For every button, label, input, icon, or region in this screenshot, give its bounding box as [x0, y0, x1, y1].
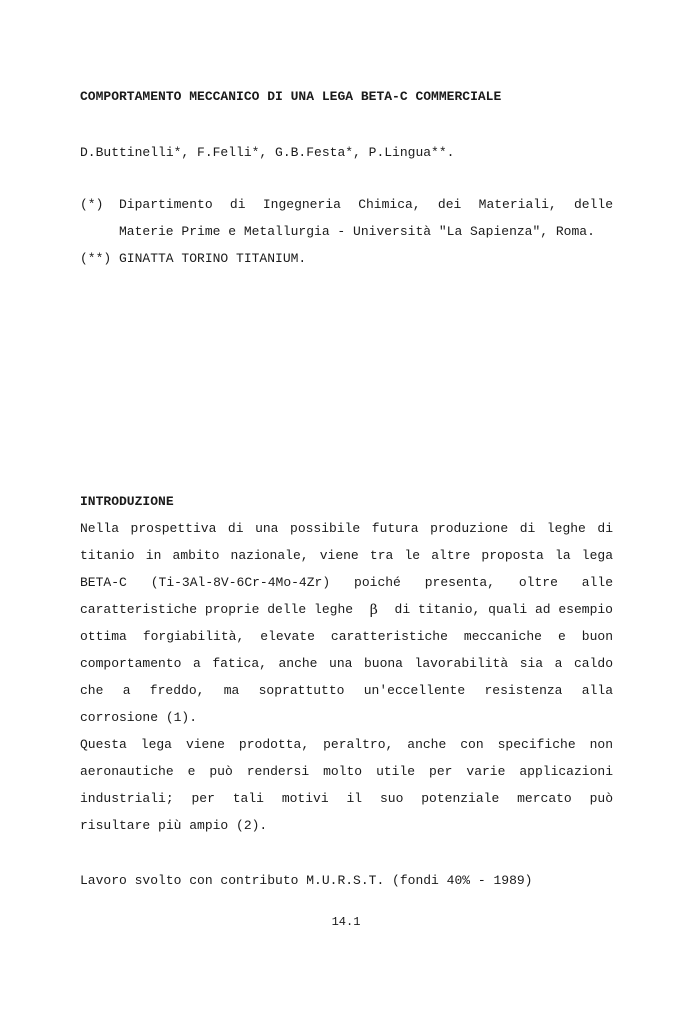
section-heading: INTRODUZIONE: [80, 494, 174, 509]
beta-symbol: β: [369, 602, 378, 618]
body-line: risultare più ampio (2).: [80, 818, 268, 833]
affiliation-1-line-1: Dipartimento di Ingegneria Chimica, dei Materiali, delle: [119, 197, 613, 212]
body-line-part: caratteristiche proprie delle leghe: [80, 602, 354, 617]
paper-title: COMPORTAMENTO MECCANICO DI UNA LEGA BETA-C COMMERCIALE: [80, 89, 502, 104]
body-line: Nella prospettiva di una possibile futura produzione di leghe di: [80, 521, 613, 536]
affiliation-2-marker: (**): [80, 251, 112, 266]
page-number: 14.1: [331, 915, 361, 929]
affiliation-1-line-2: Materie Prime e Metallurgia - Università "La Sapienza", Roma.: [119, 224, 595, 239]
author-list: D.Buttinelli*, F.Felli*, G.B.Festa*, P.Lingua**.: [80, 145, 455, 160]
footnote: Lavoro svolto con contributo M.U.R.S.T. (fondi 40% - 1989): [80, 873, 533, 888]
body-line: aeronautiche e può rendersi molto utile per varie applicazioni: [80, 764, 613, 779]
body-line: titanio in ambito nazionale, viene tra le altre proposta la lega: [80, 548, 613, 563]
body-line: comportamento a fatica, anche una buona lavorabilità sia a caldo: [80, 656, 613, 671]
body-line: corrosione (1).: [80, 710, 198, 725]
affiliation-1-marker: (*): [80, 197, 104, 212]
body-line: industriali; per tali motivi il suo potenziale mercato può: [80, 791, 613, 806]
body-line: che a freddo, ma soprattutto un'eccellente resistenza alla: [80, 683, 613, 698]
affiliation-2-line-1: GINATTA TORINO TITANIUM.: [119, 251, 307, 266]
body-line-with-symbol: [80, 602, 613, 618]
body-line: ottima forgiabilità, elevate caratteristiche meccaniche e buon: [80, 629, 613, 644]
body-line: Questa lega viene prodotta, peraltro, anche con specifiche non: [80, 737, 613, 752]
body-line-part: di titanio, quali ad esempio: [394, 602, 613, 617]
body-line: BETA-C (Ti-3Al-8V-6Cr-4Mo-4Zr) poiché presenta, oltre alle: [80, 575, 613, 590]
